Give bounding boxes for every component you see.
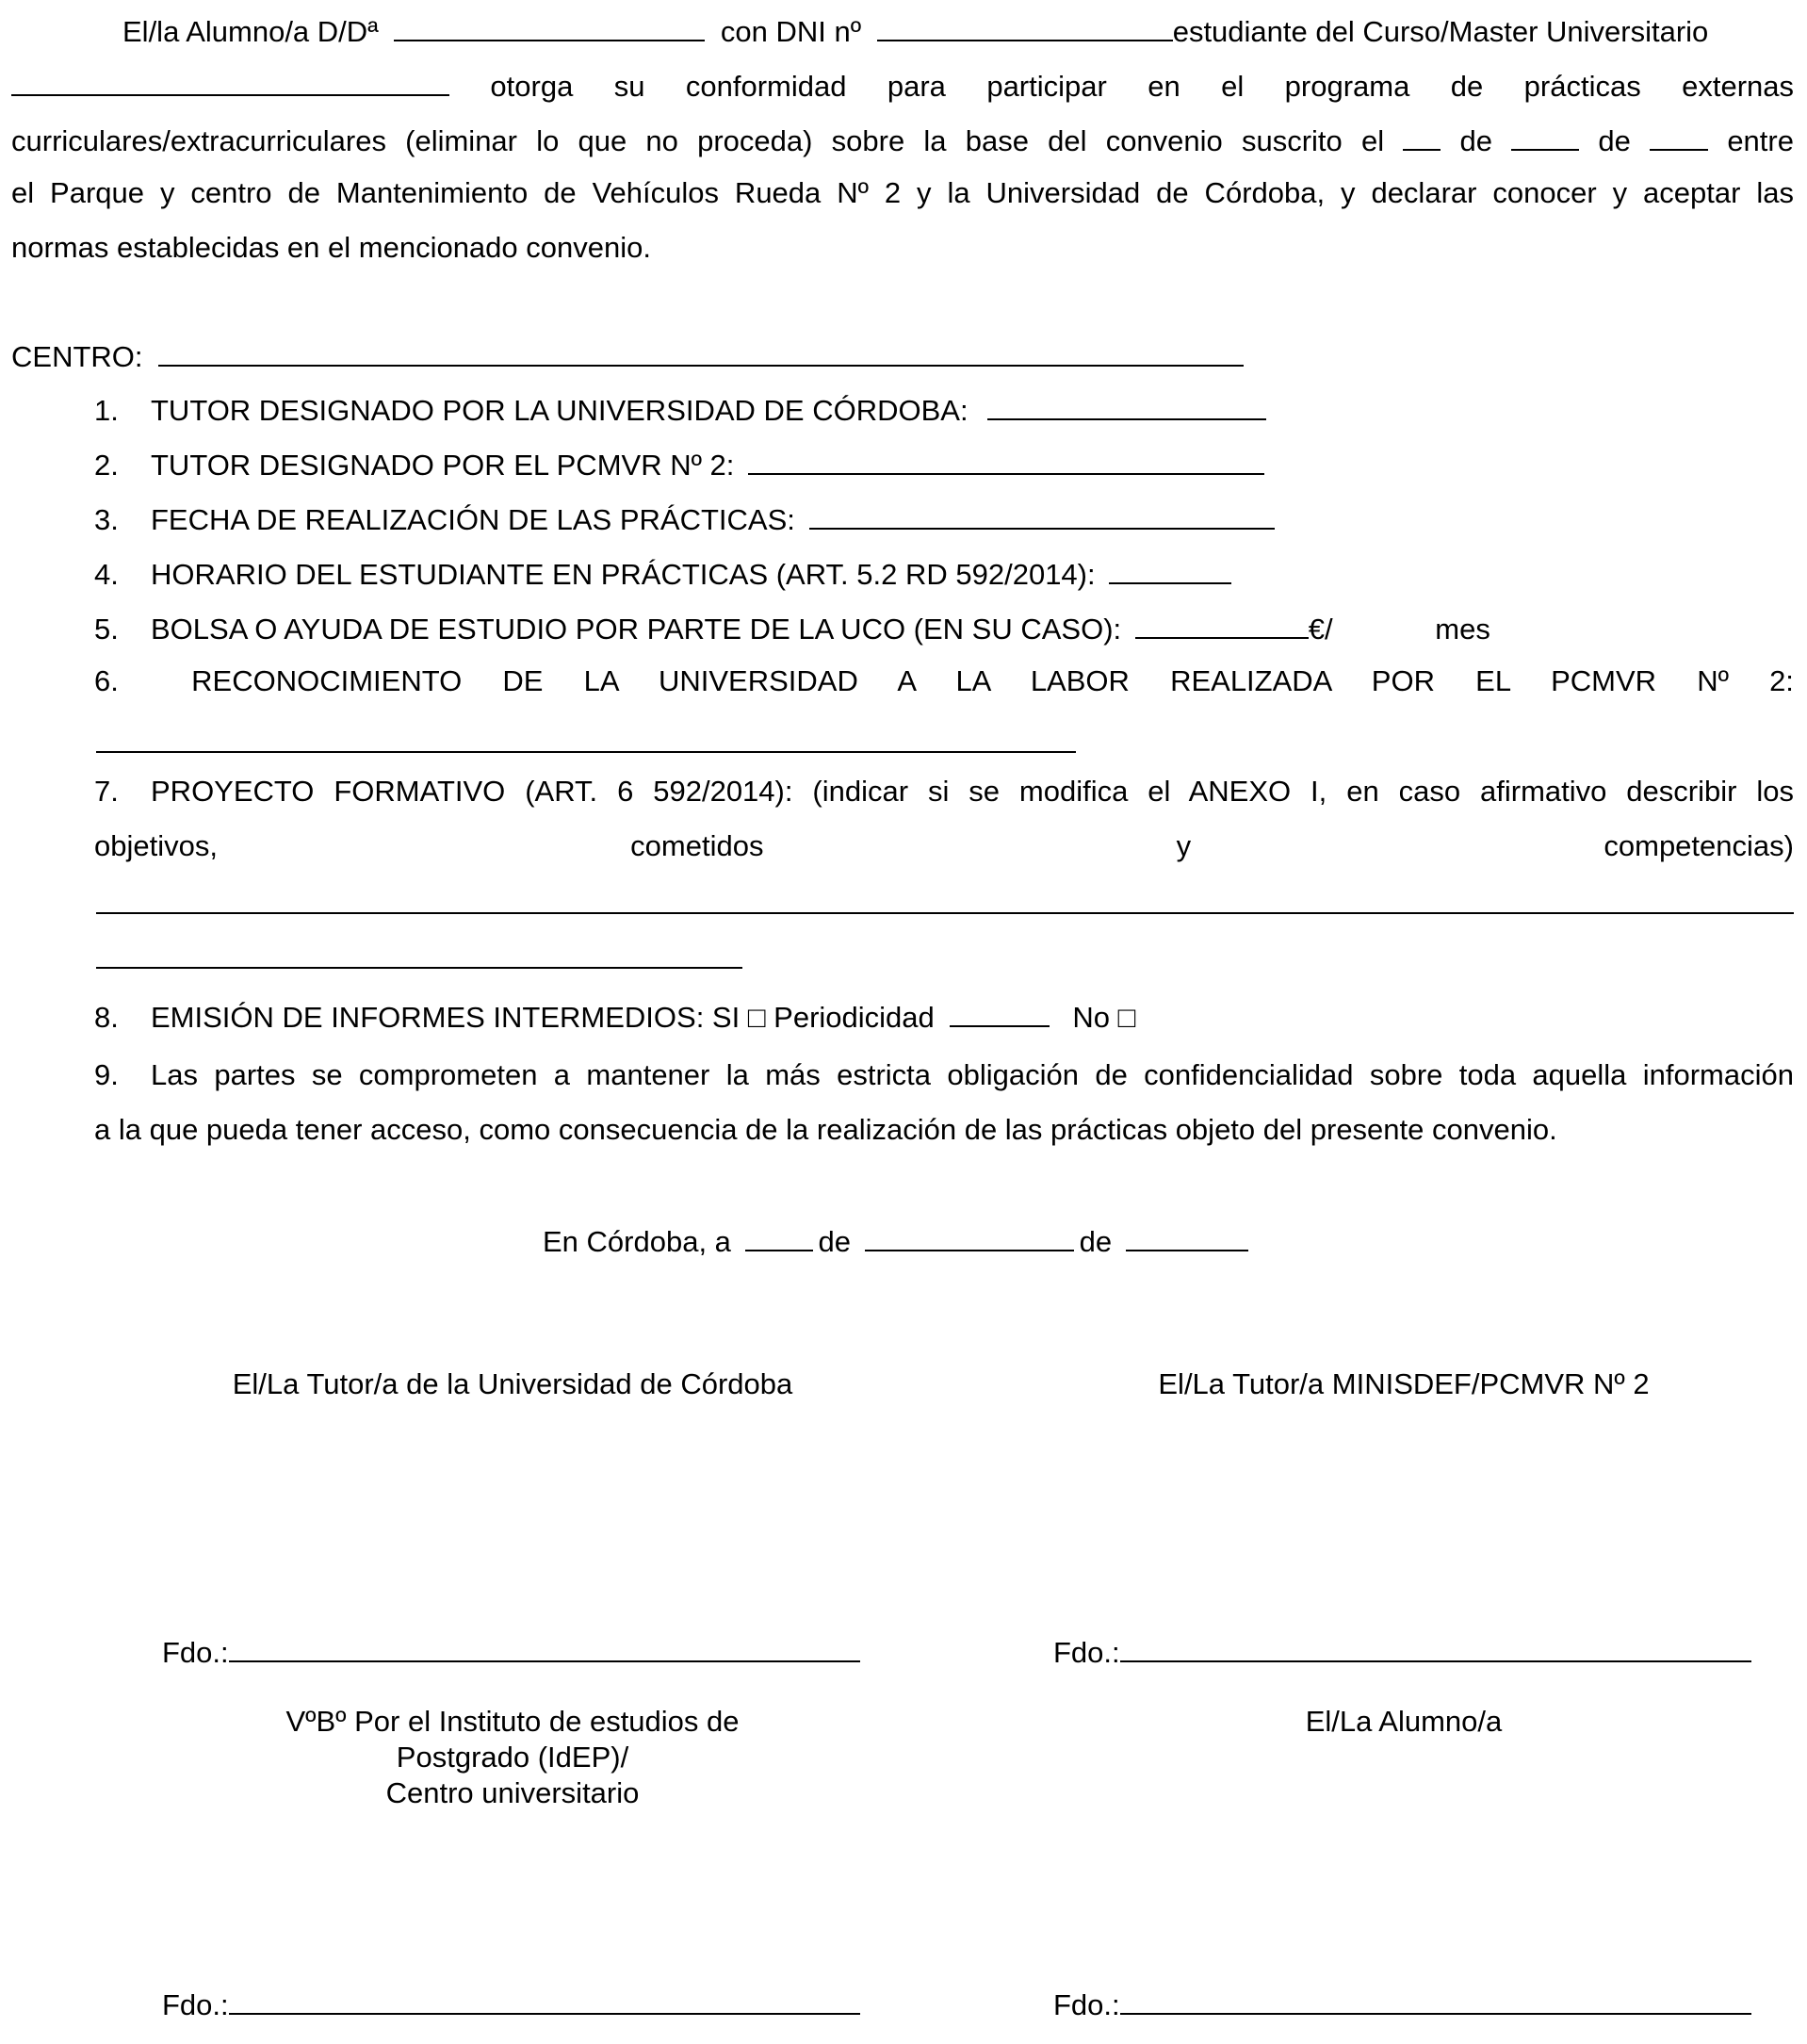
item-3	[94, 499, 1794, 537]
convenio-year-field[interactable]	[1650, 121, 1708, 151]
word: RECONOCIMIENTO	[191, 664, 463, 697]
word: otorga	[490, 70, 574, 103]
item-number: 4.	[94, 558, 119, 591]
word: externas	[1682, 70, 1795, 103]
fdo-label: Fdo.:	[162, 1988, 229, 2021]
date-year-field[interactable]	[1126, 1221, 1248, 1251]
proyecto-field-line-2[interactable]	[96, 967, 742, 969]
signature-tutor-minisdef-field[interactable]	[1120, 1632, 1751, 1662]
item-7-line-2	[94, 828, 1794, 863]
dni-field[interactable]	[877, 11, 1173, 41]
signature-tutor-uco-field[interactable]	[229, 1632, 860, 1662]
word: POR	[1371, 664, 1435, 697]
item-8	[94, 997, 1794, 1035]
vobo-title	[136, 1704, 889, 1811]
item-number: 5.	[94, 613, 119, 646]
tutor-pcmvr-field[interactable]	[748, 445, 1264, 475]
word: cometidos	[630, 829, 764, 862]
intro-line-1	[122, 11, 1708, 49]
word: de	[1459, 124, 1493, 157]
reconocimiento-field[interactable]	[96, 751, 1076, 753]
word: para	[887, 70, 946, 103]
item-number: 7.	[94, 775, 119, 808]
signature-vobo	[162, 1985, 860, 2022]
fdo-label: Fdo.:	[1053, 1988, 1120, 2021]
convenio-month-field[interactable]	[1511, 121, 1579, 151]
mes-label: mes	[1435, 613, 1490, 646]
signature-alumno	[1053, 1985, 1751, 2022]
course-field[interactable]	[11, 66, 449, 96]
word: LABOR	[1030, 664, 1130, 697]
student-name-field[interactable]	[394, 11, 705, 41]
word: 2:	[1769, 664, 1794, 697]
item-text: PROYECTO FORMATIVO (ART. 6 592/2014): (indicar si se modifica el ANEXO I, en caso afirmativo describir los	[151, 775, 1794, 808]
signature-tutor-minisdef	[1053, 1632, 1751, 1670]
word: LA	[955, 664, 990, 697]
word: PCMVR	[1551, 664, 1657, 697]
word: competencias)	[1604, 829, 1794, 862]
horario-field[interactable]	[1109, 554, 1231, 584]
item-text: FECHA DE REALIZACIÓN DE LAS PRÁCTICAS:	[151, 503, 795, 536]
bolsa-amount-field[interactable]	[1135, 609, 1309, 639]
fecha-practicas-field[interactable]	[809, 499, 1275, 530]
course-label: estudiante del Curso/Master Universitario	[1172, 15, 1709, 48]
item-number: 6.	[94, 664, 119, 697]
item-number: 9.	[94, 1058, 119, 1091]
word: conformidad	[685, 70, 847, 103]
intro-line-3	[11, 121, 1794, 158]
item-4	[94, 554, 1794, 592]
centro-field[interactable]	[158, 336, 1244, 367]
item-number: 2.	[94, 449, 119, 482]
centro-label: CENTRO:	[11, 340, 143, 373]
vobo-line: Postgrado (IdEP)/	[396, 1741, 629, 1774]
vobo-line: VºBº Por el Instituto de estudios de	[285, 1705, 740, 1738]
word: entre	[1727, 124, 1794, 157]
intro-text: el Parque y centro de Mantenimiento de Vehículos Rueda Nº 2 y la Universidad de Córdoba, y declarar conocer y aceptar las	[11, 176, 1794, 209]
no-option[interactable]: No □	[1072, 1001, 1136, 1034]
word: programa	[1284, 70, 1410, 103]
signature-vobo-field[interactable]	[229, 1985, 860, 2015]
item-6	[94, 663, 1794, 698]
fdo-label: Fdo.:	[162, 1636, 229, 1669]
word: su	[613, 70, 645, 103]
convenio-text: curriculares/extracurriculares (eliminar lo que no proceda) sobre la base del convenio suscrito el	[11, 124, 1385, 157]
item-9	[94, 1057, 1794, 1092]
euro-label: €/	[1308, 613, 1333, 646]
word: de	[1450, 70, 1484, 103]
word: objetivos,	[94, 829, 218, 862]
word: prácticas	[1523, 70, 1641, 103]
date-label: En Córdoba, a	[543, 1225, 731, 1258]
date-month-field[interactable]	[865, 1221, 1074, 1251]
item-text: a la que pueda tener acceso, como consecuencia de la realización de las prácticas objeto del presente convenio.	[94, 1113, 1557, 1146]
intro-line-2	[11, 66, 1794, 104]
word: el	[1221, 70, 1245, 103]
word: de	[1079, 1225, 1113, 1258]
item-number: 3.	[94, 503, 119, 536]
word: Nº	[1697, 664, 1729, 697]
word: A	[897, 664, 916, 697]
item-text: HORARIO DEL ESTUDIANTE EN PRÁCTICAS (ART. 5.2 RD 592/2014):	[151, 558, 1096, 591]
word: y	[1176, 829, 1192, 862]
convenio-day-field[interactable]	[1403, 121, 1441, 151]
word: EL	[1475, 664, 1510, 697]
tutor-minisdef-title: El/La Tutor/a MINISDEF/PCMVR Nº 2	[1158, 1367, 1650, 1400]
intro-text: normas establecidas en el mencionado convenio.	[11, 231, 651, 264]
word: de	[1598, 124, 1631, 157]
date-day-field[interactable]	[745, 1221, 813, 1251]
centro-row	[11, 336, 1244, 374]
word: DE	[502, 664, 544, 697]
signature-tutor-uco	[162, 1632, 860, 1670]
item-text: BOLSA O AYUDA DE ESTUDIO POR PARTE DE LA UCO (EN SU CASO):	[151, 613, 1122, 646]
proyecto-field-line-1[interactable]	[96, 912, 1794, 914]
student-label: El/la Alumno/a D/Dª	[122, 15, 379, 48]
item-7	[94, 774, 1794, 809]
item-text: TUTOR DESIGNADO POR EL PCMVR Nº 2:	[151, 449, 735, 482]
intro-line-5	[11, 230, 651, 265]
word: REALIZADA	[1170, 664, 1331, 697]
item-number: 1.	[94, 394, 119, 427]
tutor-uco-title: El/La Tutor/a de la Universidad de Córdoba	[232, 1367, 793, 1400]
word: LA	[583, 664, 618, 697]
dni-label: con DNI nº	[720, 15, 862, 48]
word: participar	[986, 70, 1107, 103]
vobo-line: Centro universitario	[385, 1776, 640, 1809]
alumno-title: El/La Alumno/a	[1305, 1705, 1503, 1738]
item-9-line-2	[94, 1112, 1794, 1147]
word: de	[818, 1225, 852, 1258]
word: UNIVERSIDAD	[658, 664, 858, 697]
item-1	[94, 390, 1794, 428]
signature-alumno-field[interactable]	[1120, 1985, 1751, 2015]
item-2	[94, 445, 1794, 482]
periodicidad-field[interactable]	[950, 997, 1050, 1027]
tutor-uco-field[interactable]	[987, 390, 1266, 420]
item-number: 8.	[94, 1001, 119, 1034]
fdo-label: Fdo.:	[1053, 1636, 1120, 1669]
item-text: TUTOR DESIGNADO POR LA UNIVERSIDAD DE CÓRDOBA:	[151, 394, 969, 427]
item-5	[94, 609, 1794, 646]
intro-line-4	[11, 175, 1794, 210]
item-text: Las partes se comprometen a mantener la más estricta obligación de confidencialidad sobre toda aquella información	[151, 1058, 1794, 1091]
date-line	[543, 1221, 1248, 1259]
item-text: EMISIÓN DE INFORMES INTERMEDIOS: SI □ Periodicidad	[151, 1001, 935, 1034]
word: en	[1148, 70, 1180, 103]
